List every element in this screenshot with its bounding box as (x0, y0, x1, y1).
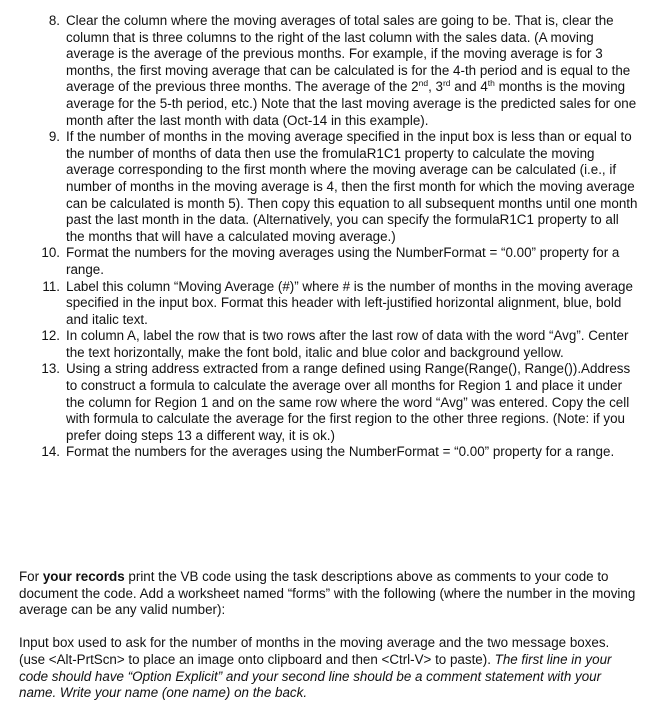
item-number: 14. (41, 444, 60, 460)
list-item (0, 328, 659, 361)
list-item (0, 279, 659, 329)
item-number: 13. (41, 361, 60, 377)
list-item (0, 444, 659, 461)
item-text: Format the numbers for the moving averages using the NumberFormat = “0.00” property for a range. (66, 245, 620, 277)
item-text: Clear the column where the moving averages of total sales are going to be. That is, clear the column that is three columns to the right of the last column with the sales data. (A moving average is the average of the previous months. For example, if the moving average is for 3 months, the first moving average that can be calculated is for the 4-th period and is equal to the average of the previous three months. The average of the 2nd, 3rd and 4th months is the moving average for the 5-th period, etc.) Note that the last moving average is the predicted sales for one month after the last month with data (Oct-14 in this example). (66, 13, 637, 128)
records-section (19, 569, 639, 702)
item-number: 8. (48, 13, 60, 28)
item-text: In column A, label the row that is two rows after the last row of data with the word “Avg”. Center the text horizontally, make the font bold, italic and blue color and background yellow. (66, 328, 629, 360)
item-text: Label this column “Moving Average (#)” where # is the number of months in the moving average specified in the input box. Format this header with left-justified horizontal alignment, blue, bold and italic text. (66, 278, 633, 327)
item-text: If the number of months in the moving average specified in the input box is less than or equal to the number of months of data then use the fromulaR1C1 property to calculate the moving average corresponding to the first month where the moving average can be calculated (i.e., if number of months in the moving average is 4, then the first month for which the moving average can be calculated is month 5). Then copy this equation to all subsequent months until one month past the last month in the data. (Alternatively, you can specify the formulaR1C1 property to all the months that will have a calculated moving average.) (66, 129, 638, 244)
list-item (0, 129, 659, 245)
list-item (0, 245, 659, 278)
records-bold: your records (42, 569, 125, 584)
item-number: 12. (41, 328, 60, 344)
inputbox-paragraph: Input box used to ask for the number of months in the moving average and the two message boxes. (use <Alt-PrtScn> to place an image onto clipboard and then <Ctrl-V> to paste). The first line in your code should have “Option Explicit” and your second line should be a comment statement with your name. Write your name (one name) on the back. (19, 635, 612, 701)
task-list (0, 13, 659, 461)
list-item (0, 13, 659, 129)
instruction-italic: The first line in your code should have “Option Explicit” and your second line should be a comment statement with your name. Write your name (one name) on the back. (19, 651, 612, 701)
item-number: 10. (41, 245, 60, 261)
item-number: 11. (42, 278, 60, 294)
item-text: Using a string address extracted from a range defined using Range(Range(), Range()).Address to construct a formula to calculate the average over all months for Region 1 and place it under the column for Region 1 and on the same row where the word “Avg” was entered. Copy the cell with formula to calculate the average for the first region to the other three regions. (Note: if you prefer doing steps 13 a different way, it is ok.) (66, 361, 631, 443)
list-item (0, 361, 659, 444)
item-text: Format the numbers for the averages using the NumberFormat = “0.00” property for a range. (66, 444, 615, 460)
item-number: 9. (48, 129, 60, 145)
records-paragraph: For your records print the VB code using the task descriptions above as comments to your code to document the code. Add a worksheet named “forms” with the following (where the number in the moving average can be any valid number): (19, 569, 636, 618)
